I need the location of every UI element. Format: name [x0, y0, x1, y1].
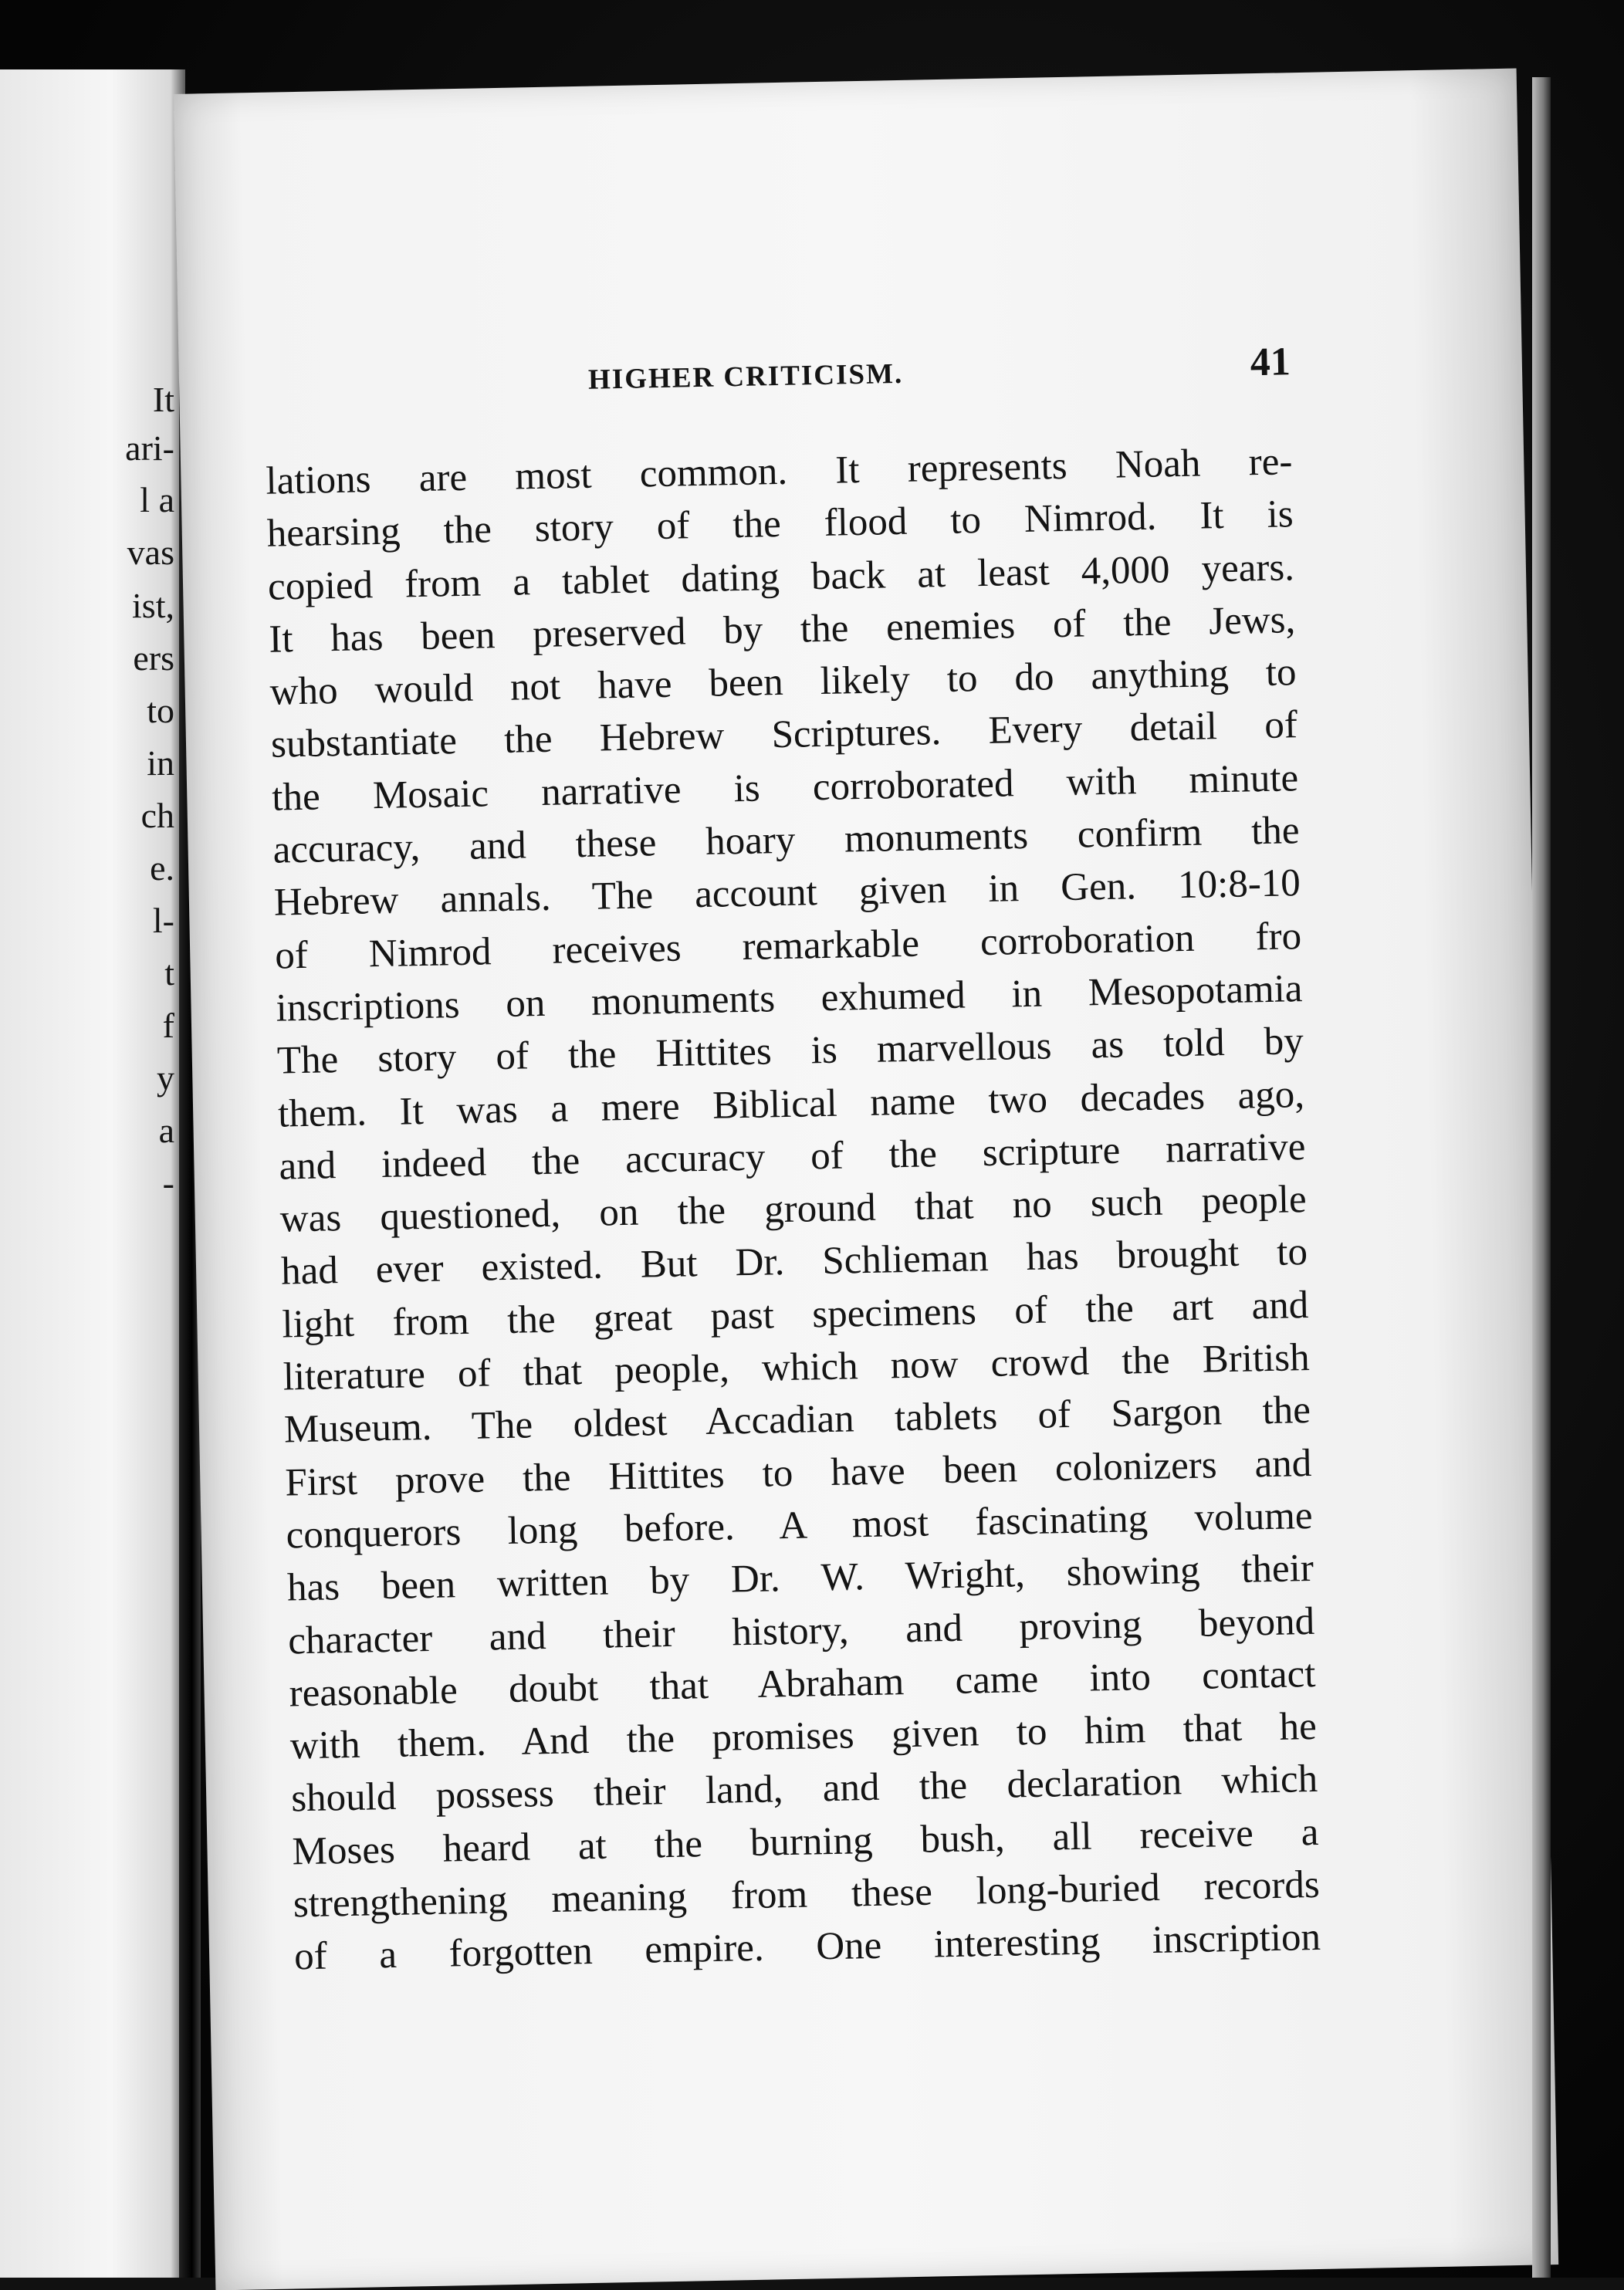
left-page-fragment: f — [162, 1006, 174, 1045]
text-line: of a forgotten empire. One interesting inscription — [293, 1916, 1321, 1979]
left-page-fragment: ers — [133, 638, 174, 678]
text-line: literature of that people, which now crowd the British — [283, 1336, 1311, 1399]
text-line: Moses heard at the burning bush, all receive a — [292, 1810, 1319, 1874]
left-page-fragment: y — [157, 1058, 174, 1098]
text-line: had ever existed. But Dr. Schlieman has brought to — [280, 1230, 1308, 1294]
right-page-edge — [1532, 77, 1551, 2278]
text-line: Museum. The oldest Accadian tablets of Sargon the — [283, 1389, 1311, 1452]
running-head-title: HIGHER CRITICISM. — [587, 357, 904, 396]
text-line: who would not have been likely to do anything to — [269, 651, 1298, 714]
left-page-fragment: t — [164, 953, 174, 993]
left-page-fragment: a — [158, 1111, 174, 1150]
left-page-fragment: l- — [152, 901, 174, 940]
text-line: The story of the Hittites is marvellous as told by — [276, 1020, 1304, 1083]
left-page-fragment: e. — [150, 848, 174, 888]
body-text — [266, 435, 1321, 1984]
text-line: and indeed the accuracy of the scripture narrative — [279, 1125, 1306, 1189]
text-line: substantiate the Hebrew Scriptures. Every detail of — [270, 703, 1298, 767]
text-line: with them. And the promises given to him that he — [289, 1705, 1318, 1768]
left-page-fragment: ch — [140, 796, 174, 835]
text-line: light from the great past specimens of the art and — [281, 1283, 1309, 1347]
text-line: has been written by Dr. W. Wright, showing their — [286, 1547, 1314, 1610]
text-line: copied from a tablet dating back at least 4,000 years. — [267, 545, 1295, 609]
text-line: Hebrew annals. The account given in Gen. 10:8-10 — [273, 861, 1301, 925]
text-line: First prove the Hittites to have been colonizers and — [284, 1441, 1312, 1505]
text-line: the Mosaic narrative is corroborated with minute — [271, 756, 1299, 820]
left-page-fragment: ist, — [132, 586, 174, 625]
text-line: accuracy, and these hoary monuments confirm the — [272, 809, 1300, 872]
left-page-fragment: l a — [140, 480, 174, 519]
text-line: hearsing the story of the flood to Nimrod. It is — [266, 492, 1294, 556]
text-line: strengthening meaning from these long-buried records — [293, 1862, 1321, 1926]
left-page-fragment: to — [147, 691, 174, 730]
text-line: of Nimrod receives remarkable corroboration fro — [274, 914, 1302, 978]
left-page-fragment: ari- — [125, 428, 174, 468]
left-page-fragment: in — [147, 743, 174, 783]
text-line: lations are most common. It represents Noah re- — [265, 440, 1293, 503]
text-line: them. It was a mere Biblical name two decades ago, — [277, 1072, 1305, 1136]
right-page — [174, 69, 1558, 2290]
page-text-block — [263, 339, 1321, 1979]
left-page — [0, 69, 185, 2278]
page-number: 41 — [1250, 340, 1291, 385]
running-head — [263, 339, 1291, 413]
text-line: was questioned, on the ground that no such people — [279, 1178, 1308, 1241]
left-page-fragment: - — [162, 1163, 174, 1203]
text-line: reasonable doubt that Abraham came into contact — [289, 1652, 1316, 1716]
left-page-fragment: It — [152, 380, 174, 419]
text-line: inscriptions on monuments exhumed in Mesopotamia — [276, 967, 1303, 1030]
text-line: conquerors long before. A most fascinating volume — [286, 1493, 1314, 1558]
text-line: It has been preserved by the enemies of the Jews, — [268, 598, 1296, 661]
left-page-fragment: vas — [127, 533, 174, 572]
text-line: character and their history, and proving beyond — [287, 1599, 1315, 1663]
text-line: should possess their land, and the declaration which — [290, 1757, 1318, 1821]
